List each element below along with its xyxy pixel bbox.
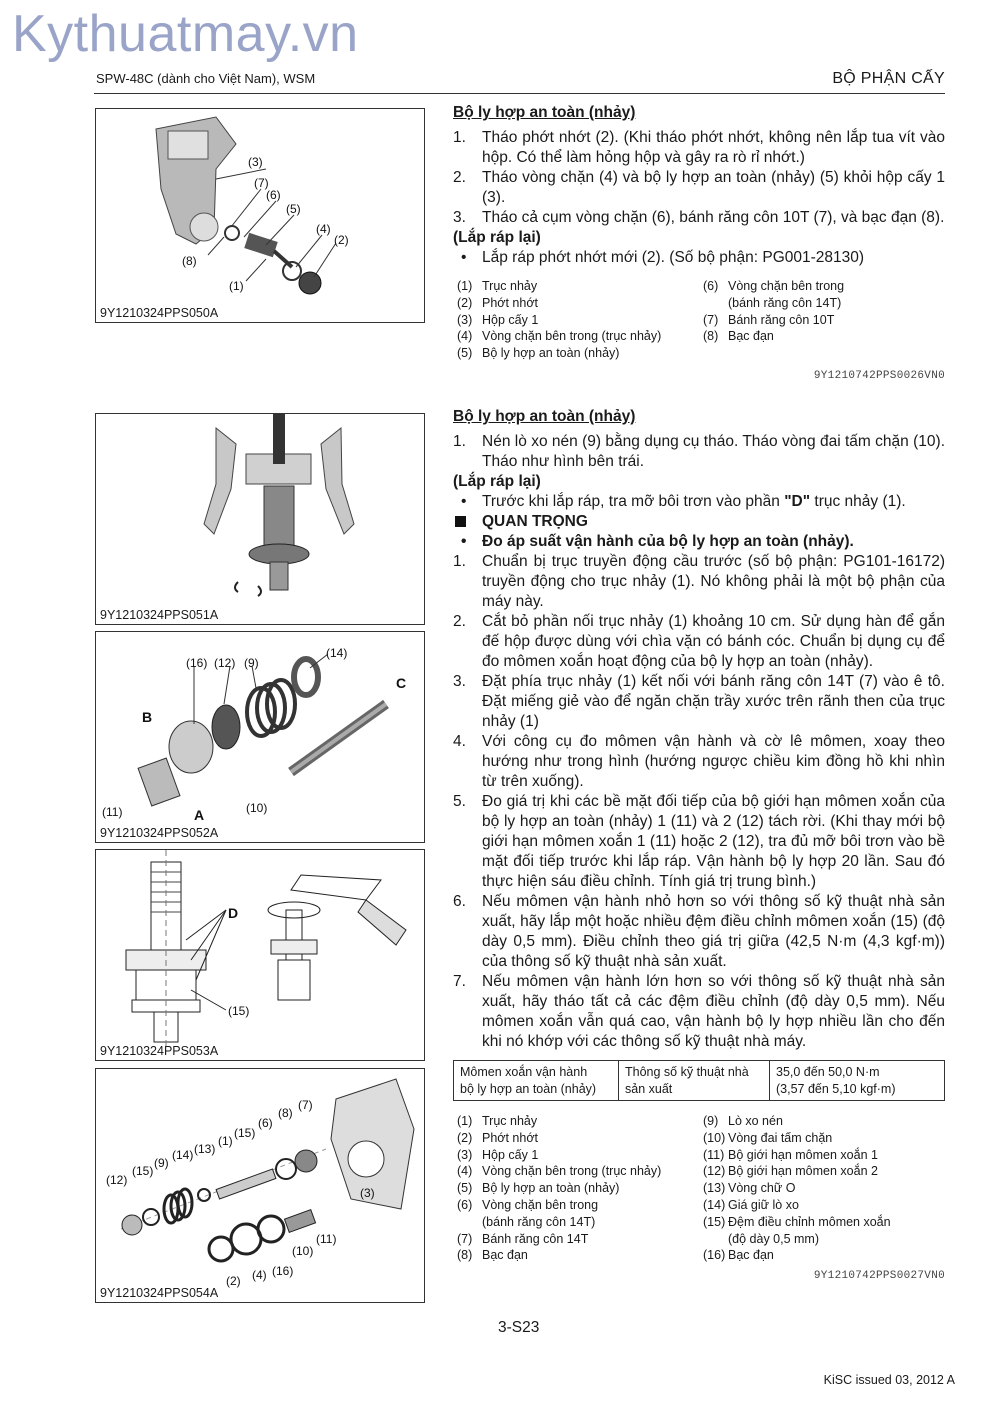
section-1-code: 9Y1210742PPS0026VN0: [813, 369, 945, 382]
measure-step: 7. Nếu mômen vận hành lớn hơn so với thông số kỹ thuật nhà sản xuất, hãy tháo tất cả các đệm điều chỉnh (độ dày 0,5 mm). Nếu mômen xoắn vẫn quá cao, vận hành bộ ly hợp nhiều lần cho đến khi nó khớp với các thông số kỹ thuật nhà máy.: [453, 973, 945, 1050]
callout-C: C: [396, 675, 407, 691]
legend-item: (15) Đệm điều chỉnh mômen xoắn: [703, 1214, 891, 1229]
header-section-title: BỘ PHẬN CẤY: [832, 70, 945, 87]
section-1: [453, 104, 945, 382]
figure-3-drawing: [96, 632, 425, 843]
measure-step: 4. Với công cụ đo mômen vận hành và cờ lê mômen, xoay theo hướng như trong hình (hướng ngược chiều kim đồng hồ khi nhìn từ trên xuống).: [453, 733, 945, 790]
legend-item: (5) Bộ ly hợp an toàn (nhảy): [457, 346, 620, 361]
legend-item: (9) Lò xo nén: [703, 1114, 783, 1128]
fig5-callout-2: (2): [226, 1274, 241, 1288]
legend-item: (12) Bộ giới hạn mômen xoắn 2: [703, 1164, 878, 1179]
legend-item: (8) Bạc đạn: [457, 1248, 528, 1263]
legend-item: (2) Phớt nhớt: [457, 1130, 539, 1145]
callout-6: (6): [266, 188, 281, 202]
section-1-legend: [453, 278, 945, 362]
callout-B: B: [142, 709, 153, 725]
callout-8: (8): [182, 254, 197, 268]
section-2-heading: Bộ ly hợp an toàn (nhảy): [453, 408, 636, 425]
figure-4-drawing: [96, 850, 425, 1061]
callout-11: (11): [102, 805, 123, 819]
measure-step: 6. Nếu mômen vận hành nhỏ hơn so với thông số kỹ thuật nhà sản xuất, hãy lắp một hoặc nhiều đệm điều chỉnh mômen xoắn (15) (độ dày 0,5 mm). Điều chỉnh theo giá trị giữa (42,5 N·m (4,3 kgf·m)) của thông số kỹ thuật nhà sản xuất.: [453, 893, 945, 970]
figure-5-drawing: [96, 1069, 425, 1303]
reassembly-heading: (Lắp ráp lại): [453, 473, 541, 490]
footer-issue: KiSC issued 03, 2012 A: [823, 1373, 955, 1387]
figure-2: [95, 413, 425, 625]
callout-D: D: [228, 905, 239, 921]
legend-item: (5) Bộ ly hợp an toàn (nhảy): [457, 1181, 620, 1196]
callout-3: (3): [248, 155, 263, 169]
section-2-legend: [453, 1113, 945, 1264]
legend-item: (bánh răng côn 14T): [728, 295, 842, 310]
legend-item: (14) Giá giữ lò xo: [703, 1197, 799, 1212]
section-2-step: 1. Nén lò xo nén (9) bằng dụng cụ tháo. Tháo vòng đai tấm chặn (10). Tháo như hình bên trái.: [453, 433, 945, 470]
callout-2: (2): [334, 233, 349, 247]
legend-item: (1) Trục nhảy: [457, 279, 538, 293]
fig5-callout-13: (13): [194, 1142, 216, 1156]
figure-3: [95, 631, 425, 843]
fig5-callout-7: (7): [298, 1098, 313, 1112]
legend-item: (7) Bánh răng côn 10T: [703, 312, 835, 327]
important-notice: QUAN TRỌNG: [453, 512, 945, 532]
fig5-callout-1: (1): [218, 1134, 233, 1148]
measure-step: 5. Đo giá trị khi các bề mặt đối tiếp của bộ giới hạn mômen xoắn của bộ ly hợp an toàn (nhảy) 1 (11) và 2 (12) tách rời. (Khi thay mới bộ giới hạn mômen xoắn 1 (11) hoặc 2 (12), tra đủ mỡ bôi trơn vào bề mặt đối tiếp trước khi lắp ráp. Vận hành bộ ly hợp 20 lần. Sau đó thực hiện sáu điều chỉnh. Tính giá trị trung bình.): [453, 793, 945, 890]
callout-A: A: [194, 807, 205, 823]
figure-5-caption: 9Y1210324PPS054A: [100, 1286, 219, 1300]
legend-item: (7) Bánh răng côn 14T: [457, 1231, 589, 1246]
watermark: Kythuatmay.vn: [12, 5, 359, 63]
reassembly-bullet: • Lắp ráp phớt nhớt mới (2). (Số bộ phận: PG001-28130): [461, 249, 865, 266]
fig5-callout-9: (9): [154, 1156, 169, 1170]
fig5-callout-11: (11): [316, 1232, 337, 1246]
spec-type-cell: Thông số kỹ thuật nhà sản xuất: [619, 1061, 770, 1101]
section-2: [453, 408, 945, 1282]
legend-item: (10) Vòng đai tấm chặn: [703, 1130, 833, 1145]
legend-item: (4) Vòng chặn bên trong (trục nhảy): [457, 329, 662, 344]
fig5-callout-6: (6): [258, 1116, 273, 1130]
figure-1-drawing: [96, 109, 425, 323]
fig5-callout-4: (4): [252, 1268, 267, 1282]
callout-16: (16): [186, 656, 208, 670]
callout-10: (10): [246, 801, 268, 815]
legend-item: (6) Vòng chặn bên trong: [703, 279, 845, 293]
figure-1: [95, 108, 425, 323]
reassembly-bullet: • Trước khi lắp ráp, tra mỡ bôi trơn vào phần "D" trục nhảy (1).: [461, 493, 906, 510]
callout-4: (4): [316, 222, 331, 236]
callout-15: (15): [228, 1004, 250, 1018]
fig5-callout-3: (3): [360, 1186, 375, 1200]
section-1-heading: Bộ ly hợp an toàn (nhảy): [453, 104, 636, 121]
spec-table: [453, 1060, 945, 1101]
fig5-callout-16: (16): [272, 1264, 294, 1278]
figure-4: [95, 849, 425, 1061]
reassembly-heading: (Lắp ráp lại): [453, 229, 541, 246]
fig5-callout-8: (8): [278, 1106, 293, 1120]
measure-step: 3. Đặt phía trục nhảy (1) kết nối với bánh răng côn 14T (7) vào ê tô. Đặt miếng giẻ vào để ngăn chặn trầy xước trên rãnh then của trục nhảy (1): [453, 673, 945, 730]
callout-9: (9): [244, 656, 259, 670]
legend-item: (1) Trục nhảy: [457, 1114, 538, 1128]
legend-item: (8) Bạc đạn: [703, 329, 774, 344]
figure-3-caption: 9Y1210324PPS052A: [100, 826, 219, 840]
callout-7: (7): [254, 176, 269, 190]
section-2-code: 9Y1210742PPS0027VN0: [813, 1270, 945, 1283]
legend-item: (độ dày 0,5 mm): [728, 1231, 820, 1246]
legend-item: (3) Hộp cấy 1: [457, 312, 539, 327]
page-number: 3-S23: [498, 1319, 540, 1336]
figure-1-caption: 9Y1210324PPS050A: [100, 306, 219, 320]
legend-item: (2) Phớt nhớt: [457, 295, 539, 310]
legend-item: (4) Vòng chặn bên trong (trục nhảy): [457, 1164, 662, 1179]
fig5-callout-15b: (15): [234, 1126, 256, 1140]
spec-value-cell: 35,0 đến 50,0 N·m (3,57 đến 5,10 kgf·m): [770, 1061, 945, 1101]
measure-step: 2. Cắt bỏ phần nối trục nhảy (1) khoảng 10 cm. Sử dụng hàn để gắn đế hộp được dùng với chìa vặn có bánh cóc. Chuẩn bị dụng cụ để đo mômen xoắn hoạt động của bộ ly hợp an toàn (nhảy).: [453, 613, 945, 670]
spec-row: [454, 1061, 945, 1101]
measure-step: 1. Chuẩn bị trục truyền động cầu trước (số bộ phận: PG101-16172) truyền động cho trục nhảy (1). Nó không phải là một bộ phận của máy này.: [453, 553, 945, 610]
header-model: SPW-48C (dành cho Việt Nam), WSM: [96, 71, 316, 86]
legend-item: (13) Vòng chữ O: [703, 1181, 796, 1196]
header-rule: [94, 93, 945, 94]
legend-item: (6) Vòng chặn bên trong: [457, 1197, 599, 1212]
spec-item-cell: Mômen xoắn vận hành bộ ly hợp an toàn (nhảy): [454, 1061, 619, 1101]
fig5-callout-14: (14): [172, 1148, 194, 1162]
important-bullet: • Đo áp suất vận hành của bộ ly hợp an toàn (nhảy).: [461, 533, 854, 550]
figure-4-caption: 9Y1210324PPS053A: [100, 1044, 219, 1058]
fig5-callout-12: (12): [106, 1173, 128, 1187]
figure-5: [95, 1068, 425, 1303]
callout-12: (12): [214, 656, 236, 670]
figure-2-caption: 9Y1210324PPS051A: [100, 608, 219, 622]
section-1-step: 2. Tháo vòng chặn (4) và bộ ly hợp an toàn (nhảy) (5) khỏi hộp cấy 1 (3).: [453, 169, 945, 206]
fig5-callout-15a: (15): [132, 1164, 154, 1178]
callout-14: (14): [326, 646, 348, 660]
section-1-step: 3. Tháo cả cụm vòng chặn (6), bánh răng côn 10T (7), và bạc đạn (8).: [453, 209, 945, 226]
fig5-callout-10: (10): [292, 1244, 314, 1258]
legend-item: (16) Bạc đạn: [703, 1248, 774, 1263]
figure-2-drawing: [96, 414, 425, 625]
legend-item: (11) Bộ giới hạn mômen xoắn 1: [703, 1147, 878, 1162]
callout-1: (1): [229, 279, 244, 293]
legend-item: (bánh răng côn 14T): [482, 1214, 596, 1229]
section-1-step: 1. Tháo phớt nhớt (2). (Khi tháo phớt nhớt, không nên lắp tua vít vào hộp. Có thể làm hỏng hộp và gây ra rò rỉ nhớt.): [453, 129, 945, 166]
callout-5: (5): [286, 202, 301, 216]
legend-item: (3) Hộp cấy 1: [457, 1147, 539, 1162]
